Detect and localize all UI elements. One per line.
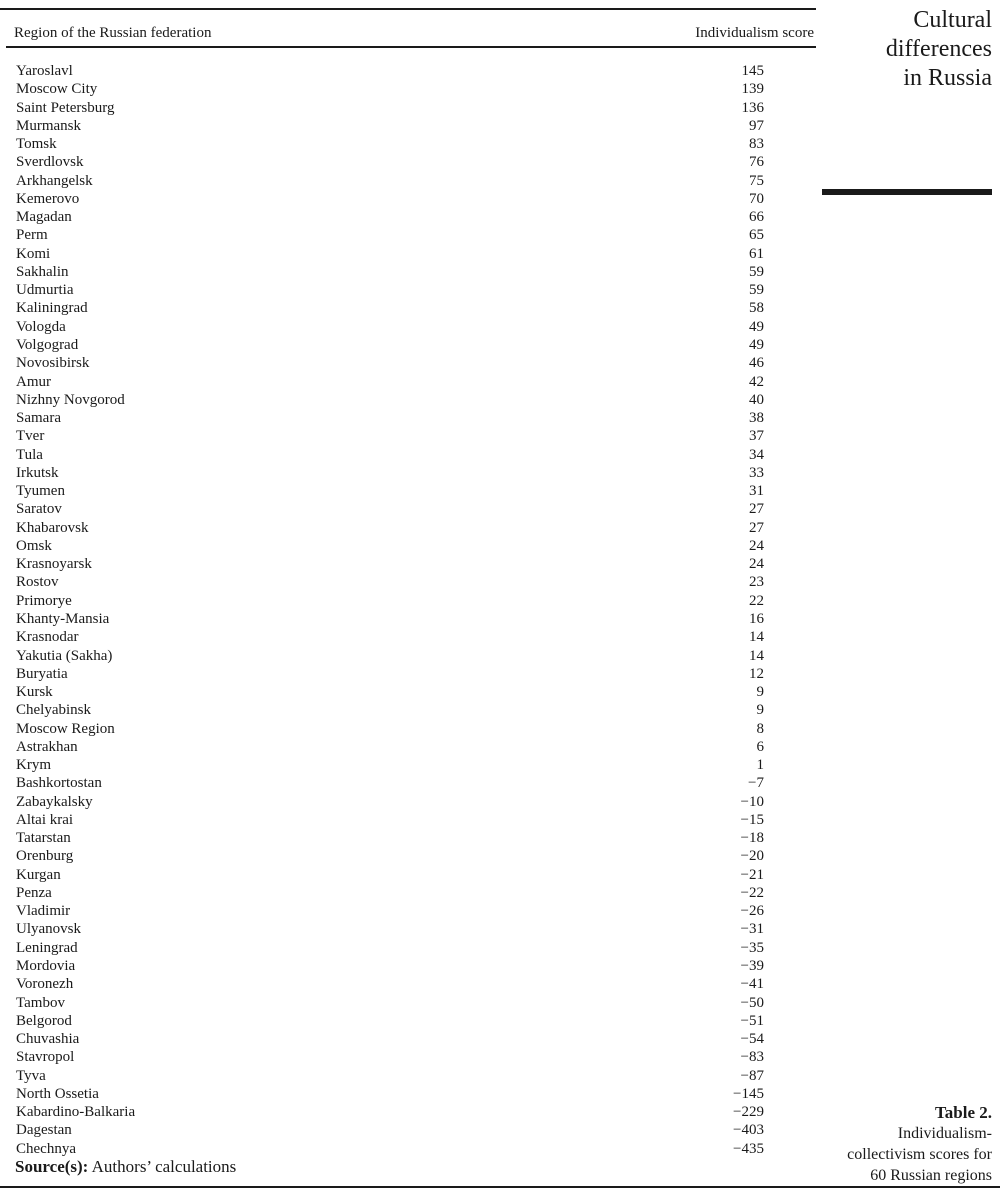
individualism-score: 1 [756, 757, 764, 774]
region-name: Kabardino-Balkaria [16, 1104, 136, 1121]
table-row [14, 464, 764, 482]
table-row [14, 1012, 764, 1030]
table-row [14, 1140, 764, 1158]
individualism-score: 58 [749, 300, 764, 317]
running-head-line: in Russia [903, 65, 992, 91]
region-name: Omsk [16, 537, 52, 554]
source-text: Authors’ calculations [88, 1157, 237, 1176]
individualism-score: −7 [748, 775, 764, 792]
individualism-score: 42 [749, 373, 764, 390]
individualism-score: 23 [749, 574, 764, 591]
region-name: Amur [16, 373, 51, 390]
table-row [14, 1048, 764, 1066]
individualism-score: 38 [749, 410, 764, 427]
individualism-score: −145 [733, 1085, 764, 1102]
table-row [14, 884, 764, 902]
region-name: Tyumen [16, 483, 65, 500]
region-name: Perm [16, 227, 48, 244]
table-row [14, 391, 764, 409]
table-row [14, 446, 764, 464]
individualism-score: −22 [740, 884, 764, 901]
region-name: Leningrad [16, 939, 78, 956]
region-name: Yakutia (Sakha) [16, 647, 113, 664]
table-row [14, 920, 764, 938]
running-head-line: Cultural [913, 7, 992, 33]
table-row [14, 774, 764, 792]
table-row [14, 720, 764, 738]
individualism-score: 34 [749, 446, 764, 463]
region-name: Moscow Region [16, 720, 115, 737]
individualism-score: −83 [740, 1049, 764, 1066]
region-name: Tambov [16, 994, 65, 1011]
individualism-score: −51 [740, 1012, 764, 1029]
region-name: Moscow City [16, 81, 98, 98]
table-row [14, 482, 764, 500]
table-row [14, 592, 764, 610]
individualism-score: 97 [749, 117, 764, 134]
individualism-score: −31 [740, 921, 764, 938]
individualism-score: 76 [749, 154, 764, 171]
table-row [14, 1121, 764, 1139]
region-name: Dagestan [16, 1122, 72, 1139]
individualism-score: 70 [749, 190, 764, 207]
region-name: Kursk [16, 684, 53, 701]
table-row [14, 208, 764, 226]
region-name: Mordovia [16, 958, 76, 975]
region-name: Tomsk [16, 136, 57, 153]
running-head-line: differences [885, 36, 992, 62]
region-name: Krym [16, 757, 51, 774]
region-name: Vologda [16, 318, 66, 335]
region-name: Nizhny Novgorod [16, 391, 125, 408]
region-name: Saint Petersburg [16, 99, 115, 116]
region-name: Tatarstan [16, 830, 71, 847]
region-name: Arkhangelsk [16, 172, 93, 189]
individualism-score: 136 [741, 99, 764, 116]
region-name: Krasnoyarsk [16, 556, 92, 573]
region-name: Buryatia [16, 665, 68, 682]
table-row [14, 847, 764, 865]
region-name: Altai krai [16, 811, 74, 828]
table-row [14, 665, 764, 683]
table-row [14, 610, 764, 628]
individualism-score: 22 [749, 592, 764, 609]
individualism-score: 40 [749, 391, 764, 408]
individualism-score: 66 [749, 209, 764, 226]
table-row [14, 1085, 764, 1103]
table-header-row [6, 10, 816, 48]
source-label: Source(s): [15, 1157, 89, 1176]
region-name: Stavropol [16, 1049, 75, 1066]
individualism-score: −18 [740, 830, 764, 847]
table-row [14, 117, 764, 135]
individualism-score: −41 [740, 976, 764, 993]
column-header-score: Individualism score [695, 25, 814, 41]
data-table [0, 8, 818, 1158]
individualism-score: 9 [756, 702, 764, 719]
table-bottom-rule [0, 1186, 1000, 1188]
source-note [15, 1157, 236, 1177]
table-row [14, 99, 764, 117]
table-row [14, 172, 764, 190]
individualism-score: 46 [749, 355, 764, 372]
individualism-score: −39 [740, 958, 764, 975]
region-name: Kemerovo [16, 190, 80, 207]
table-row [14, 318, 764, 336]
table-row [14, 939, 764, 957]
table-row [14, 409, 764, 427]
table-row [14, 336, 764, 354]
region-name: Sakhalin [16, 263, 69, 280]
individualism-score: 61 [749, 245, 764, 262]
individualism-score: −21 [740, 866, 764, 883]
individualism-score: −87 [740, 1067, 764, 1084]
table-row [14, 811, 764, 829]
table-row [14, 1103, 764, 1121]
individualism-score: 12 [749, 665, 764, 682]
table-row [14, 647, 764, 665]
region-name: Penza [16, 884, 52, 901]
table-row [14, 190, 764, 208]
individualism-score: −35 [740, 939, 764, 956]
individualism-score: −20 [740, 848, 764, 865]
region-name: Tver [16, 428, 45, 445]
individualism-score: 14 [749, 629, 764, 646]
region-name: Sverdlovsk [16, 154, 84, 171]
caption-title: Table 2. [934, 1103, 992, 1122]
individualism-score: 16 [749, 610, 764, 627]
table-row [14, 62, 764, 80]
individualism-score: 59 [749, 282, 764, 299]
table-row [14, 975, 764, 993]
table-row [14, 500, 764, 518]
individualism-score: −435 [733, 1140, 764, 1157]
region-name: Primorye [16, 592, 72, 609]
table-row [14, 299, 764, 317]
individualism-score: −15 [740, 811, 764, 828]
table-caption [847, 1102, 992, 1186]
individualism-score: 49 [749, 318, 764, 335]
table-row [14, 80, 764, 98]
individualism-score: −26 [740, 903, 764, 920]
table-row [14, 281, 764, 299]
individualism-score: −10 [740, 793, 764, 810]
region-name: Bashkortostan [16, 775, 102, 792]
region-name: Yaroslavl [16, 63, 73, 79]
individualism-score: 145 [741, 63, 764, 79]
individualism-score: 6 [756, 738, 764, 755]
caption-line: collectivism scores for [847, 1146, 992, 1163]
individualism-score: −54 [740, 1031, 764, 1048]
table-row [14, 153, 764, 171]
table-row [14, 866, 764, 884]
region-name: Tula [16, 446, 43, 463]
table-row [14, 628, 764, 646]
table-row [14, 994, 764, 1012]
region-name: Chelyabinsk [16, 702, 91, 719]
table-row [14, 427, 764, 445]
individualism-score: 65 [749, 227, 764, 244]
individualism-score: 14 [749, 647, 764, 664]
table-row [14, 226, 764, 244]
table-row [14, 245, 764, 263]
individualism-score: 24 [749, 537, 764, 554]
region-name: Astrakhan [16, 738, 78, 755]
region-name: Tyva [16, 1067, 46, 1084]
region-name: Voronezh [16, 976, 74, 993]
table-row [14, 373, 764, 391]
region-name: Ulyanovsk [16, 921, 81, 938]
individualism-score: 27 [749, 501, 764, 518]
table-row [14, 902, 764, 920]
individualism-score: 8 [756, 720, 764, 737]
table-row [14, 1067, 764, 1085]
individualism-score: 139 [741, 81, 764, 98]
table-row [14, 829, 764, 847]
region-name: Krasnodar [16, 629, 79, 646]
individualism-score: 24 [749, 556, 764, 573]
individualism-score: −50 [740, 994, 764, 1011]
running-head-title [886, 6, 992, 93]
region-name: Kaliningrad [16, 300, 88, 317]
individualism-score: 9 [756, 684, 764, 701]
region-name: Rostov [16, 574, 59, 591]
table-row [14, 519, 764, 537]
caption-line: 60 Russian regions [870, 1167, 992, 1184]
table-row [14, 573, 764, 591]
table-row [14, 354, 764, 372]
table-row [14, 701, 764, 719]
region-name: Murmansk [16, 117, 81, 134]
region-name: Chechnya [16, 1140, 76, 1157]
individualism-score: 83 [749, 136, 764, 153]
region-name: Komi [16, 245, 51, 262]
decorative-bar [822, 189, 992, 195]
region-name: Vladimir [16, 903, 71, 920]
individualism-score: 27 [749, 519, 764, 536]
region-name: Novosibirsk [16, 355, 90, 372]
region-name: North Ossetia [16, 1085, 99, 1102]
table-row [14, 537, 764, 555]
region-name: Samara [16, 410, 61, 427]
table-row [14, 957, 764, 975]
region-name: Irkutsk [16, 464, 59, 481]
table-row [14, 683, 764, 701]
region-name: Belgorod [16, 1012, 72, 1029]
table-row [14, 555, 764, 573]
individualism-score: 31 [749, 483, 764, 500]
region-name: Udmurtia [16, 282, 74, 299]
region-name: Orenburg [16, 848, 74, 865]
region-name: Khanty-Mansia [16, 610, 110, 627]
region-name: Zabaykalsky [16, 793, 93, 810]
individualism-score: −403 [733, 1122, 764, 1139]
region-name: Chuvashia [16, 1031, 80, 1048]
table-row [14, 793, 764, 811]
table-row [14, 1030, 764, 1048]
table-body [14, 62, 764, 1158]
column-header-region: Region of the Russian federation [14, 25, 212, 41]
region-name: Khabarovsk [16, 519, 89, 536]
table-row [14, 135, 764, 153]
table-row [14, 738, 764, 756]
individualism-score: 49 [749, 336, 764, 353]
individualism-score: −229 [733, 1104, 764, 1121]
region-name: Saratov [16, 501, 62, 518]
individualism-score: 75 [749, 172, 764, 189]
individualism-score: 37 [749, 428, 764, 445]
region-name: Magadan [16, 209, 72, 226]
individualism-score: 59 [749, 263, 764, 280]
table-row [14, 263, 764, 281]
region-name: Kurgan [16, 866, 61, 883]
individualism-score: 33 [749, 464, 764, 481]
caption-line: Individualism- [897, 1125, 992, 1142]
region-name: Volgograd [16, 336, 79, 353]
table-row [14, 756, 764, 774]
